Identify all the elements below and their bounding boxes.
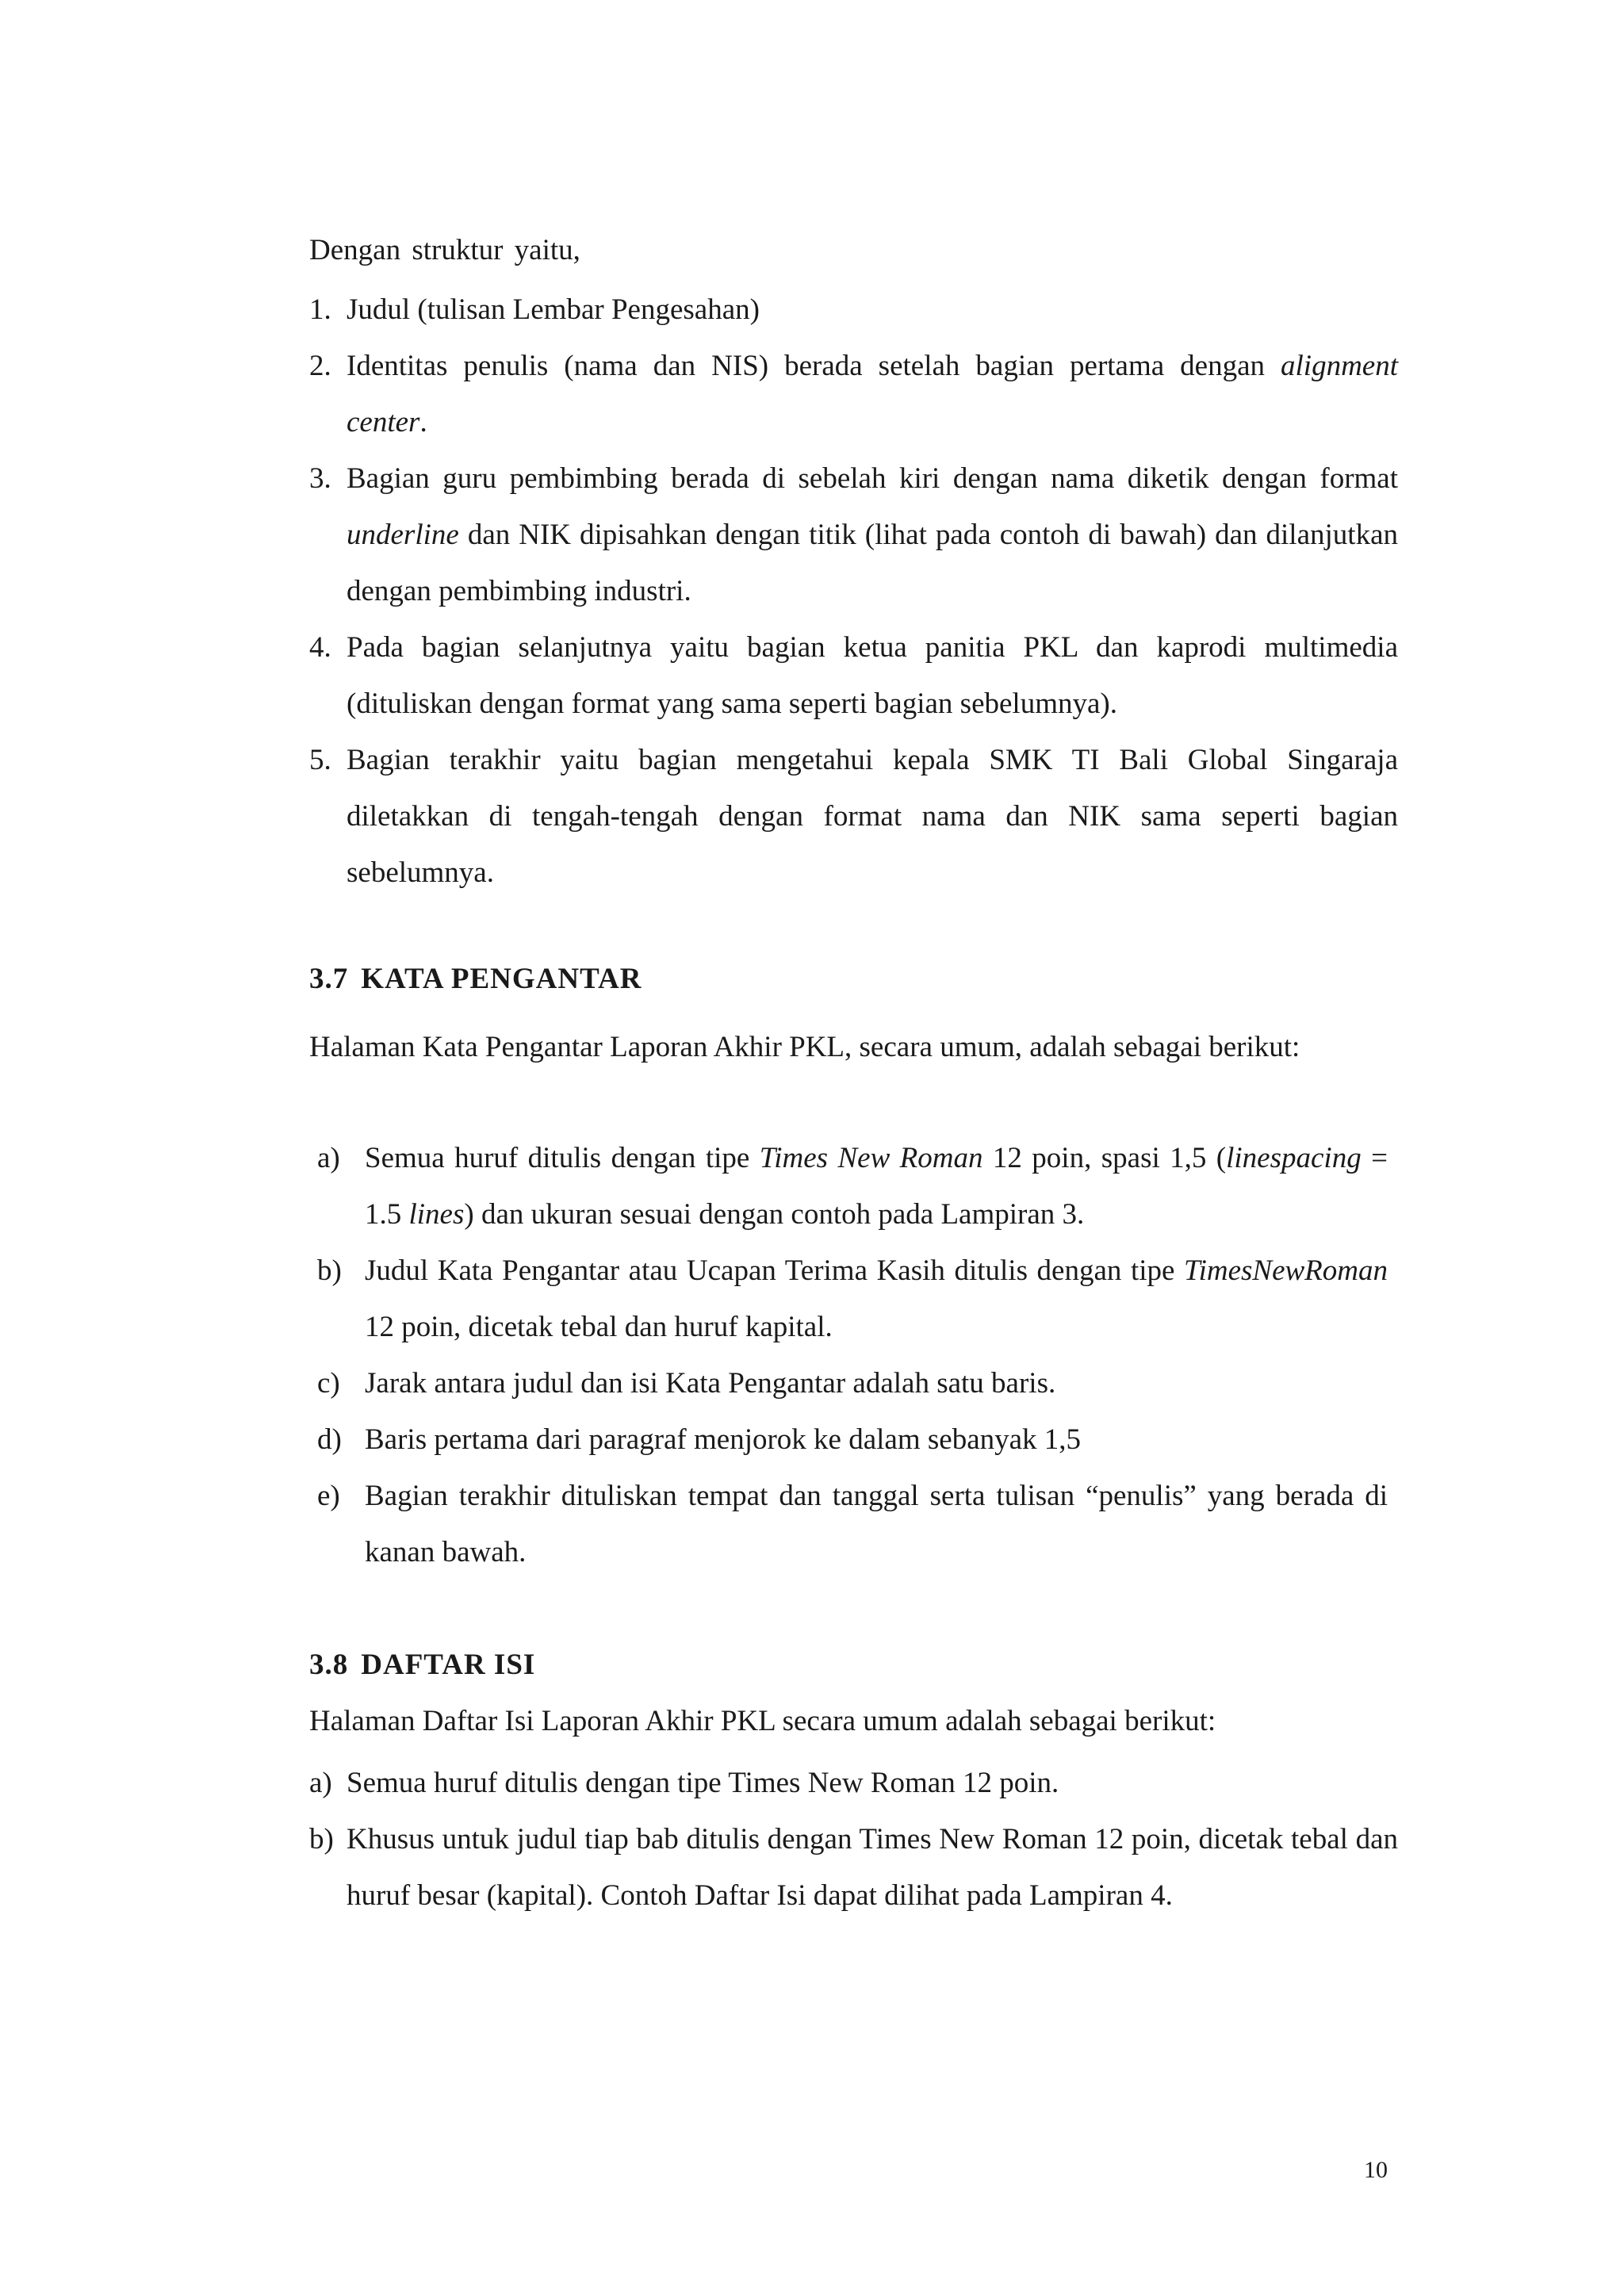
section-number: 3.7 xyxy=(309,963,349,995)
list-item xyxy=(317,1468,1388,1580)
list-marker: e) xyxy=(317,1480,340,1512)
list-item-text: Judul (tulisan Lembar Pengesahan) xyxy=(347,293,760,326)
list-item-text: Khusus untuk judul tiap bab ditulis dengan Times New Roman 12 poin, dicetak tebal dan huruf besar (kapital). Contoh Daftar Isi dapat dilihat pada Lampiran 4. xyxy=(347,1823,1398,1912)
structure-list xyxy=(309,281,1398,901)
list-marker: a) xyxy=(309,1767,332,1799)
section-heading-kata-pengantar xyxy=(309,962,642,996)
list-item-text: Baris pertama dari paragraf menjorok ke dalam sebanyak 1,5 xyxy=(365,1423,1082,1456)
list-marker: 3. xyxy=(309,462,331,495)
section-intro-paragraph: Halaman Kata Pengantar Laporan Akhir PKL, secara umum, adalah sebagai berikut: xyxy=(309,1031,1300,1063)
list-item-text: Pada bagian selanjutnya yaitu bagian ketua panitia PKL dan kaprodi multimedia (dituliskan dengan format yang sama seperti bagian sebelumnya). xyxy=(347,631,1398,720)
section-number: 3.8 xyxy=(309,1649,349,1681)
list-item-text: Identitas penulis (nama dan NIS) berada setelah bagian pertama dengan alignment center. xyxy=(347,350,1398,439)
list-marker: b) xyxy=(309,1823,334,1855)
intro-text: Dengan struktur yaitu, xyxy=(309,234,580,266)
list-item-text: Semua huruf ditulis dengan tipe Times New Roman 12 poin, spasi 1,5 (linespacing = 1.5 lines) dan ukuran sesuai dengan contoh pada Lampiran 3. xyxy=(365,1142,1388,1231)
kata-pengantar-list xyxy=(317,1130,1388,1580)
list-marker: c) xyxy=(317,1367,340,1400)
list-marker: a) xyxy=(317,1142,340,1174)
daftar-isi-list xyxy=(309,1755,1398,1924)
list-item-text: Bagian guru pembimbing berada di sebelah kiri dengan nama diketik dengan format underline dan NIK dipisahkan dengan titik (lihat pada contoh di bawah) dan dilanjutkan dengan pembimbing industri. xyxy=(347,462,1398,607)
list-marker: b) xyxy=(317,1254,342,1287)
list-item-text: Bagian terakhir dituliskan tempat dan tanggal serta tulisan “penulis” yang berada di kanan bawah. xyxy=(365,1480,1388,1568)
list-item xyxy=(309,732,1398,901)
list-item xyxy=(317,1411,1388,1468)
list-marker: 5. xyxy=(309,744,331,776)
list-marker: 1. xyxy=(309,293,331,326)
section-heading-daftar-isi xyxy=(309,1648,535,1682)
list-item xyxy=(309,1811,1398,1924)
list-item xyxy=(309,450,1398,619)
section-title: DAFTAR ISI xyxy=(361,1649,536,1681)
list-item xyxy=(317,1243,1388,1355)
section-title: KATA PENGANTAR xyxy=(361,963,642,995)
page-number: 10 xyxy=(1364,2157,1388,2183)
list-item xyxy=(309,281,1398,338)
list-item xyxy=(309,1755,1398,1811)
list-marker: d) xyxy=(317,1423,342,1456)
section-intro-paragraph: Halaman Daftar Isi Laporan Akhir PKL secara umum adalah sebagai berikut: xyxy=(309,1705,1216,1737)
list-item xyxy=(317,1355,1388,1411)
list-item-text: Judul Kata Pengantar atau Ucapan Terima Kasih ditulis dengan tipe TimesNewRoman 12 poin, dicetak tebal dan huruf kapital. xyxy=(365,1254,1388,1343)
list-marker: 4. xyxy=(309,631,331,664)
list-item xyxy=(309,338,1398,450)
list-item xyxy=(317,1130,1388,1243)
list-item-text: Jarak antara judul dan isi Kata Pengantar adalah satu baris. xyxy=(365,1367,1056,1400)
list-item-text: Bagian terakhir yaitu bagian mengetahui kepala SMK TI Bali Global Singaraja diletakkan di tengah-tengah dengan format nama dan NIK sama seperti bagian sebelumnya. xyxy=(347,744,1398,889)
list-item xyxy=(309,619,1398,732)
list-marker: 2. xyxy=(309,350,331,382)
list-item-text: Semua huruf ditulis dengan tipe Times New Roman 12 poin. xyxy=(347,1767,1059,1799)
